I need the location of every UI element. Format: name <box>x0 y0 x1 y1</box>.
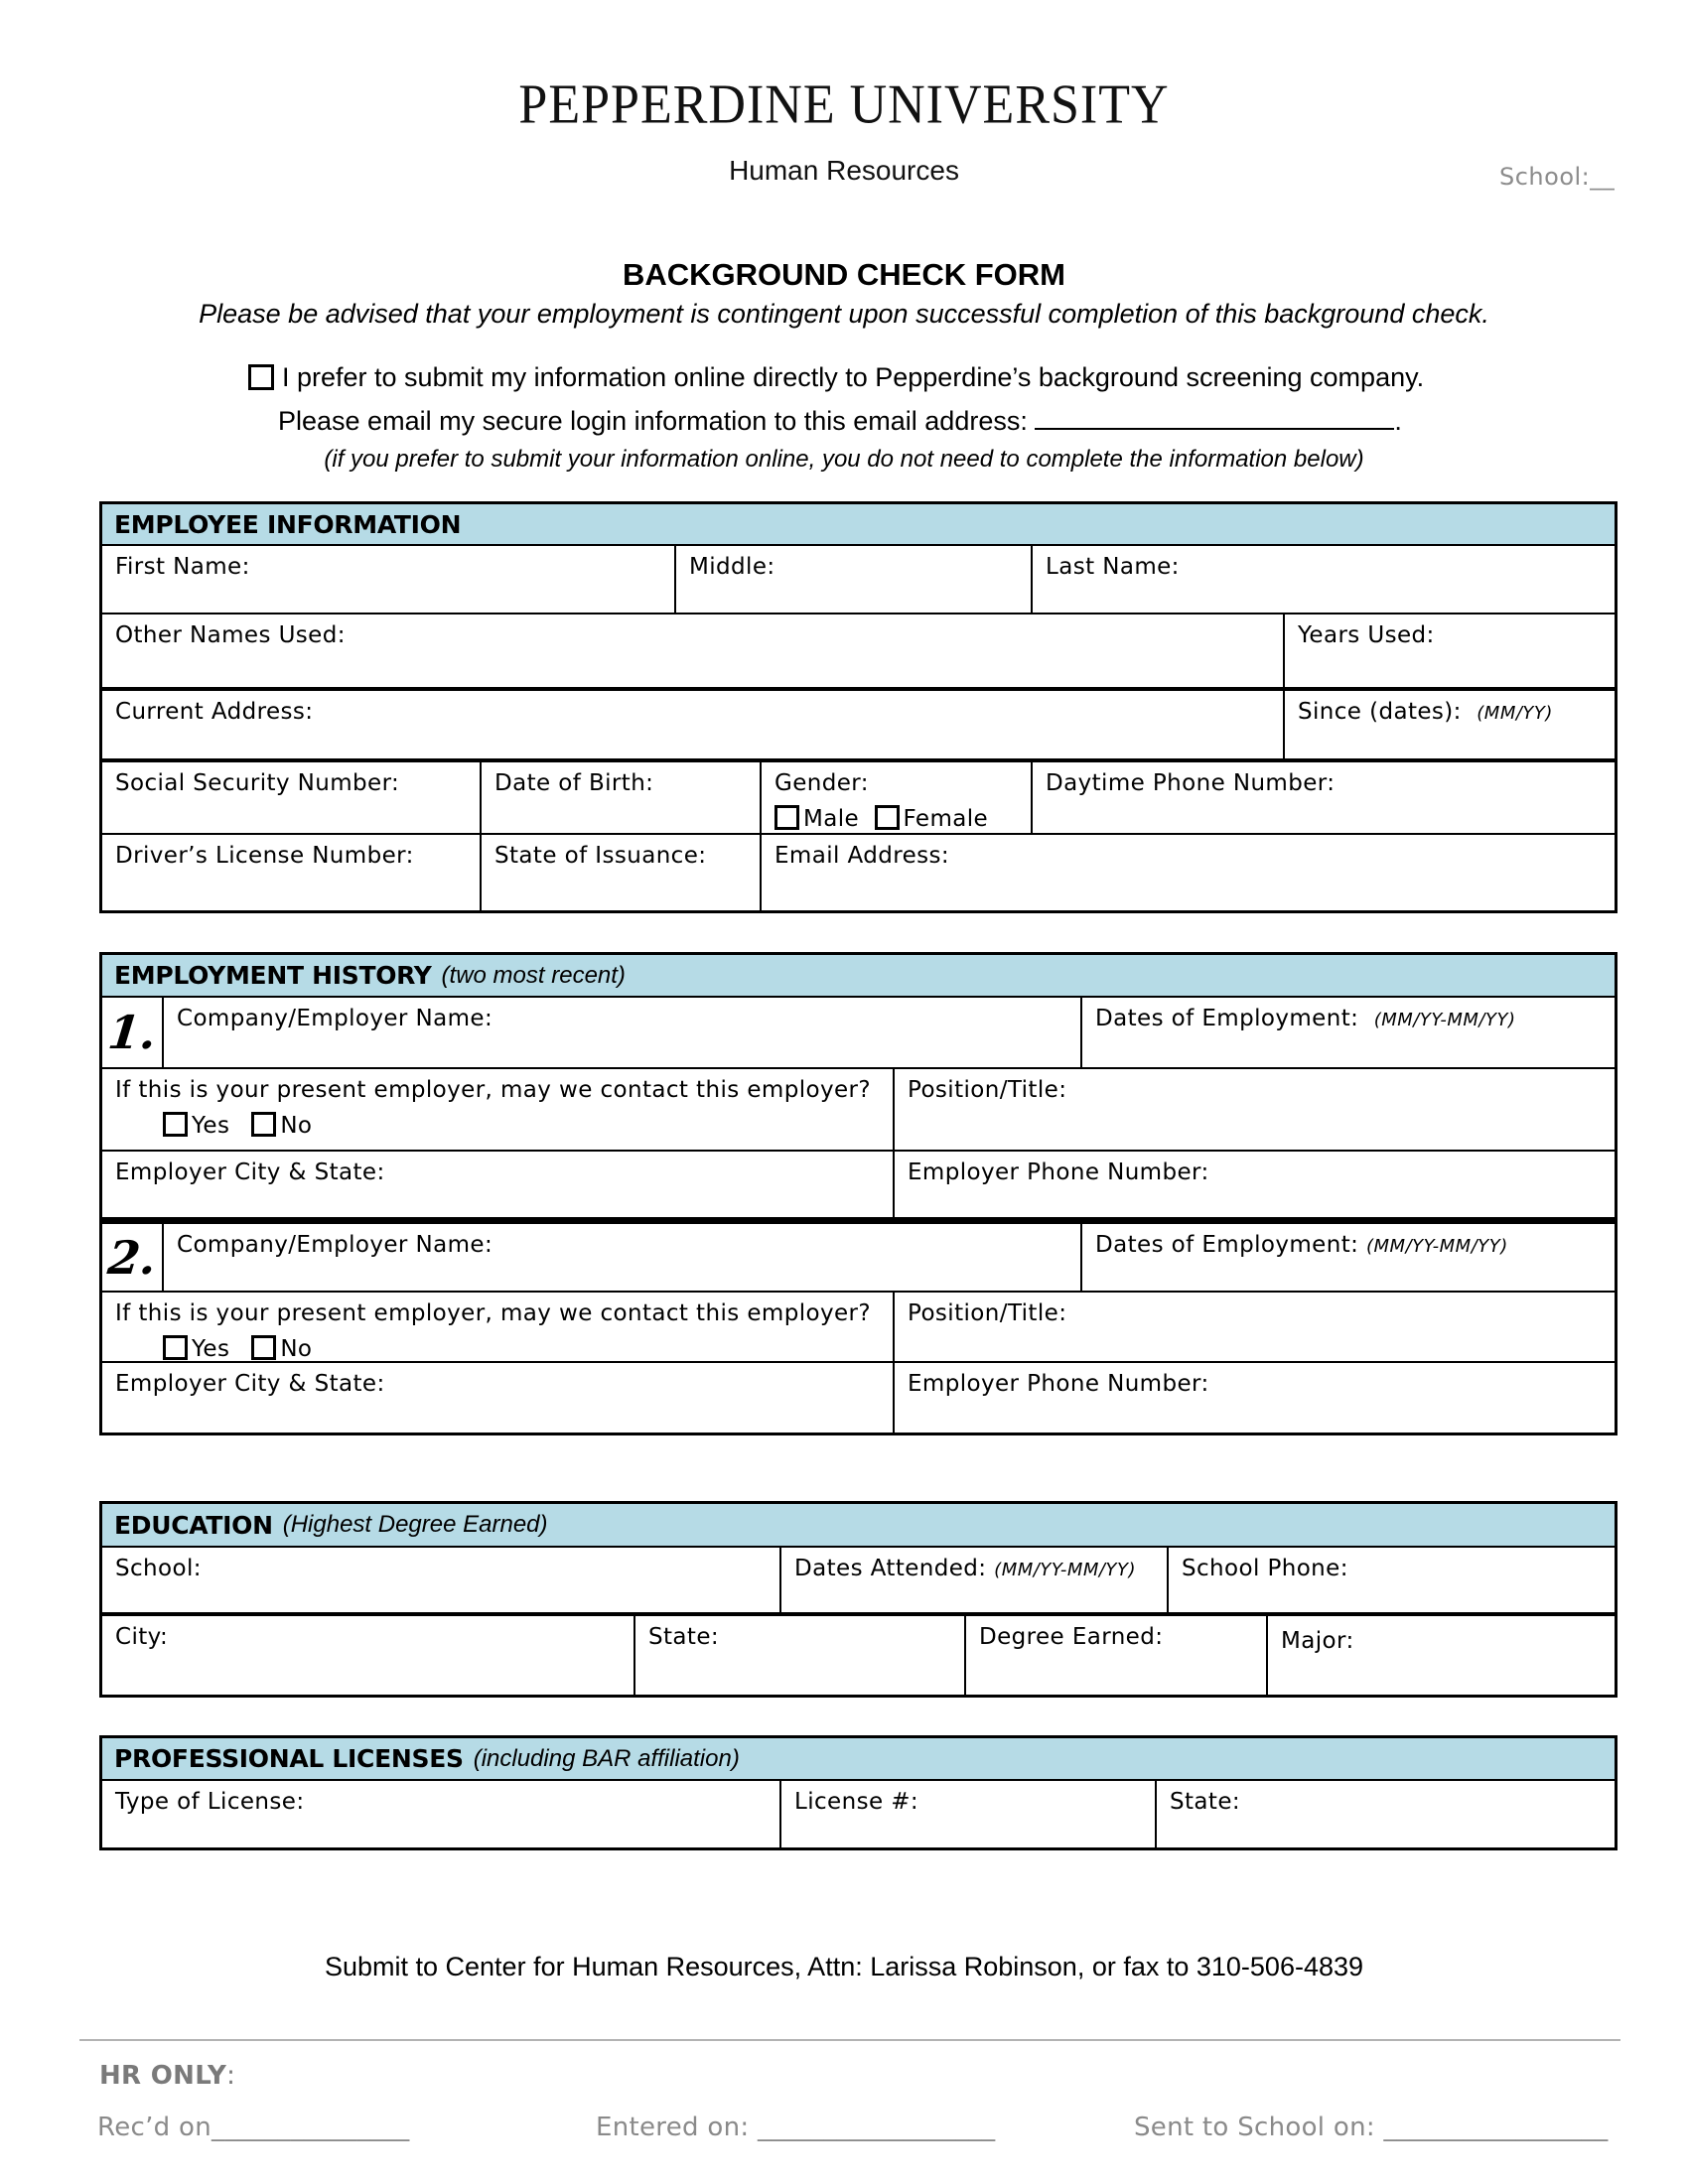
male-checkbox[interactable] <box>774 805 799 830</box>
license-state-field[interactable] <box>1157 1781 1615 1847</box>
form-title: BACKGROUND CHECK FORM <box>622 257 1066 292</box>
recd-on-blank: _______________ <box>211 2113 410 2142</box>
current-address-field[interactable] <box>102 691 1285 758</box>
yes-label: Yes <box>192 1336 230 1361</box>
employment-history-note: (two most recent) <box>441 961 626 989</box>
male-label: Male <box>803 806 860 832</box>
daytime-phone-label: Daytime Phone Number: <box>1046 770 1336 796</box>
education-title: EDUCATION <box>114 1510 273 1540</box>
education-header <box>102 1504 1615 1548</box>
online-option-checkbox[interactable] <box>248 364 274 390</box>
table-row <box>102 758 1615 833</box>
since-dates-field[interactable] <box>1285 691 1615 758</box>
license-number-label: License #: <box>794 1789 919 1815</box>
school-phone-label: School Phone: <box>1182 1556 1348 1581</box>
ssn-field[interactable] <box>102 762 482 833</box>
drivers-license-field[interactable] <box>102 835 482 910</box>
company-name-field-1[interactable] <box>164 998 1082 1067</box>
email-address-blank[interactable] <box>1035 404 1394 430</box>
dates-of-employment-label: Dates of Employment: <box>1095 1232 1359 1258</box>
submit-instructions: Submit to Center for Human Resources, Attn: Larissa Robinson, or fax to 310-506-4839 <box>324 1952 1364 1981</box>
recd-on-label: Rec’d on <box>97 2113 212 2142</box>
license-type-label: Type of License: <box>115 1789 305 1815</box>
female-checkbox[interactable] <box>875 805 900 830</box>
entry-number-cell <box>102 998 164 1067</box>
last-name-field[interactable] <box>1033 546 1615 613</box>
contact-question-label: If this is your present employer, may we contact this employer? <box>115 1300 871 1326</box>
no-label: No <box>280 1113 313 1139</box>
professional-licenses-header <box>102 1738 1615 1781</box>
no-checkbox-1[interactable] <box>251 1112 276 1137</box>
email-address-label: Email Address: <box>774 843 950 869</box>
sent-to-school-blank: _________________ <box>1383 2113 1609 2142</box>
online-option-note: (if you prefer to submit your information online, you do not need to complete the information below) <box>324 446 1364 473</box>
online-option-text: I prefer to submit my information online directly to Pepperdine’s background screening company. <box>282 362 1425 392</box>
yes-checkbox-2[interactable] <box>163 1335 188 1360</box>
major-field[interactable] <box>1268 1616 1615 1695</box>
table-row <box>102 833 1615 910</box>
city-label: City: <box>115 1624 169 1650</box>
state-of-issuance-label: State of Issuance: <box>494 843 707 869</box>
degree-earned-label: Degree Earned: <box>979 1624 1164 1650</box>
state-of-issuance-field[interactable] <box>482 835 762 910</box>
table-row <box>102 1217 1615 1291</box>
employer-phone-field-1[interactable] <box>895 1152 1615 1217</box>
contact-employer-field-1 <box>102 1069 895 1150</box>
sent-to-school-label: Sent to School on: <box>1134 2113 1384 2142</box>
employee-information-header <box>102 504 1615 546</box>
other-names-field[interactable] <box>102 614 1285 687</box>
employer-city-state-label: Employer City & State: <box>115 1160 385 1185</box>
company-name-label: Company/Employer Name: <box>177 1232 493 1258</box>
employment-history-table <box>99 952 1618 1435</box>
dates-of-employment-hint: (MM/YY-MM/YY) <box>1365 1236 1508 1257</box>
school-blank-field[interactable]: School:__ <box>1499 163 1616 191</box>
recd-on-field[interactable] <box>97 2113 410 2142</box>
online-option-line2 <box>278 404 1402 437</box>
entry-number-cell <box>102 1224 164 1291</box>
dates-attended-label: Dates Attended: <box>794 1556 995 1581</box>
gender-field <box>762 762 1033 833</box>
since-dates-label: Since (dates): <box>1298 699 1462 725</box>
license-state-label: State: <box>1170 1789 1241 1815</box>
contact-question-label: If this is your present employer, may we contact this employer? <box>115 1077 871 1103</box>
state-label: State: <box>648 1624 720 1650</box>
employment-history-title: EMPLOYMENT HISTORY <box>114 961 432 990</box>
city-field[interactable] <box>102 1616 635 1695</box>
last-name-label: Last Name: <box>1046 554 1180 580</box>
dates-attended-field[interactable] <box>781 1548 1169 1612</box>
entry-1-number: 1. <box>105 1006 159 1059</box>
professional-licenses-note: (including BAR affiliation) <box>473 1744 740 1772</box>
table-row <box>102 1781 1615 1847</box>
daytime-phone-field[interactable] <box>1033 762 1615 833</box>
employer-phone-label: Employer Phone Number: <box>908 1160 1209 1185</box>
entry-2-number: 2. <box>105 1230 159 1285</box>
hr-only-text: HR ONLY <box>99 2061 227 2091</box>
employer-city-state-label: Employer City & State: <box>115 1371 385 1397</box>
other-names-label: Other Names Used: <box>115 622 346 648</box>
gender-label: Gender: <box>774 770 869 796</box>
dates-of-employment-field-2[interactable] <box>1082 1224 1615 1291</box>
contact-options <box>163 1335 880 1361</box>
dates-of-employment-label: Dates of Employment: <box>1095 1006 1359 1031</box>
position-title-field-1[interactable] <box>895 1069 1615 1150</box>
online-option-line1 <box>248 362 1424 393</box>
company-name-label: Company/Employer Name: <box>177 1006 493 1031</box>
state-field[interactable] <box>635 1616 966 1695</box>
first-name-field[interactable] <box>102 546 676 613</box>
entered-on-blank: __________________ <box>758 2113 996 2142</box>
middle-name-label: Middle: <box>689 554 775 580</box>
no-label: No <box>280 1336 313 1361</box>
gender-options <box>774 805 1018 832</box>
since-dates-hint: (MM/YY) <box>1477 703 1553 724</box>
professional-licenses-title: PROFESSIONAL LICENSES <box>114 1744 464 1773</box>
contact-options <box>163 1112 880 1139</box>
school-phone-field[interactable] <box>1169 1548 1615 1612</box>
position-title-label: Position/Title: <box>908 1077 1067 1103</box>
department-subtitle: Human Resources <box>729 155 959 186</box>
contact-employer-field-2 <box>102 1293 895 1361</box>
employer-city-state-field-1[interactable] <box>102 1152 895 1217</box>
table-row <box>102 1291 1615 1361</box>
table-row <box>102 613 1615 687</box>
employer-city-state-field-2[interactable] <box>102 1363 895 1433</box>
table-row <box>102 1361 1615 1433</box>
position-title-field-2[interactable] <box>895 1293 1615 1361</box>
dob-label: Date of Birth: <box>494 770 654 796</box>
no-checkbox-2[interactable] <box>251 1335 276 1360</box>
table-row <box>102 1548 1615 1612</box>
sent-to-school-field[interactable] <box>1134 2113 1609 2142</box>
school-label: School: <box>115 1556 202 1581</box>
drivers-license-label: Driver’s License Number: <box>115 843 414 869</box>
employer-phone-label: Employer Phone Number: <box>908 1371 1209 1397</box>
years-used-label: Years Used: <box>1298 622 1435 648</box>
dates-of-employment-field-1[interactable] <box>1082 998 1615 1067</box>
yes-label: Yes <box>192 1113 230 1139</box>
ssn-label: Social Security Number: <box>115 770 400 796</box>
yes-checkbox-1[interactable] <box>163 1112 188 1137</box>
table-row <box>102 1612 1615 1695</box>
dates-of-employment-hint: (MM/YY-MM/YY) <box>1373 1010 1516 1030</box>
school-field[interactable] <box>102 1548 781 1612</box>
hr-only-colon: : <box>226 2061 236 2091</box>
table-row <box>102 1067 1615 1150</box>
middle-name-field[interactable] <box>676 546 1033 613</box>
employee-information-table <box>99 501 1618 913</box>
table-row <box>102 687 1615 758</box>
footer-divider <box>79 2039 1620 2041</box>
years-used-field[interactable] <box>1285 614 1615 687</box>
education-note: (Highest Degree Earned) <box>282 1511 548 1538</box>
entered-on-field[interactable] <box>596 2113 995 2142</box>
dates-attended-hint: (MM/YY-MM/YY) <box>994 1560 1136 1580</box>
employment-history-header <box>102 955 1615 998</box>
license-type-field[interactable] <box>102 1781 781 1847</box>
major-label: Major: <box>1281 1628 1354 1654</box>
female-label: Female <box>903 806 989 832</box>
table-row <box>102 546 1615 613</box>
degree-earned-field[interactable] <box>966 1616 1268 1695</box>
first-name-label: First Name: <box>115 554 250 580</box>
employee-information-title: EMPLOYEE INFORMATION <box>114 509 462 539</box>
employer-phone-field-2[interactable] <box>895 1363 1615 1433</box>
email-address-field[interactable] <box>762 835 1615 910</box>
entered-on-label: Entered on: <box>596 2113 758 2142</box>
pepperdine-university-wordmark: PEPPERDINE UNIVERSITY <box>518 73 1170 136</box>
current-address-label: Current Address: <box>115 699 314 725</box>
dob-field[interactable] <box>482 762 762 833</box>
position-title-label: Position/Title: <box>908 1300 1067 1326</box>
contingency-notice: Please be advised that your employment is contingent upon successful completion of this background check. <box>199 299 1489 329</box>
license-number-field[interactable] <box>781 1781 1157 1847</box>
email-request-period: . <box>1394 406 1402 436</box>
table-row <box>102 998 1615 1067</box>
company-name-field-2[interactable] <box>164 1224 1082 1291</box>
email-request-text: Please email my secure login information to this email address: <box>278 406 1036 436</box>
professional-licenses-table <box>99 1735 1618 1850</box>
education-table <box>99 1501 1618 1698</box>
hr-only-label <box>99 2061 235 2091</box>
table-row <box>102 1150 1615 1217</box>
